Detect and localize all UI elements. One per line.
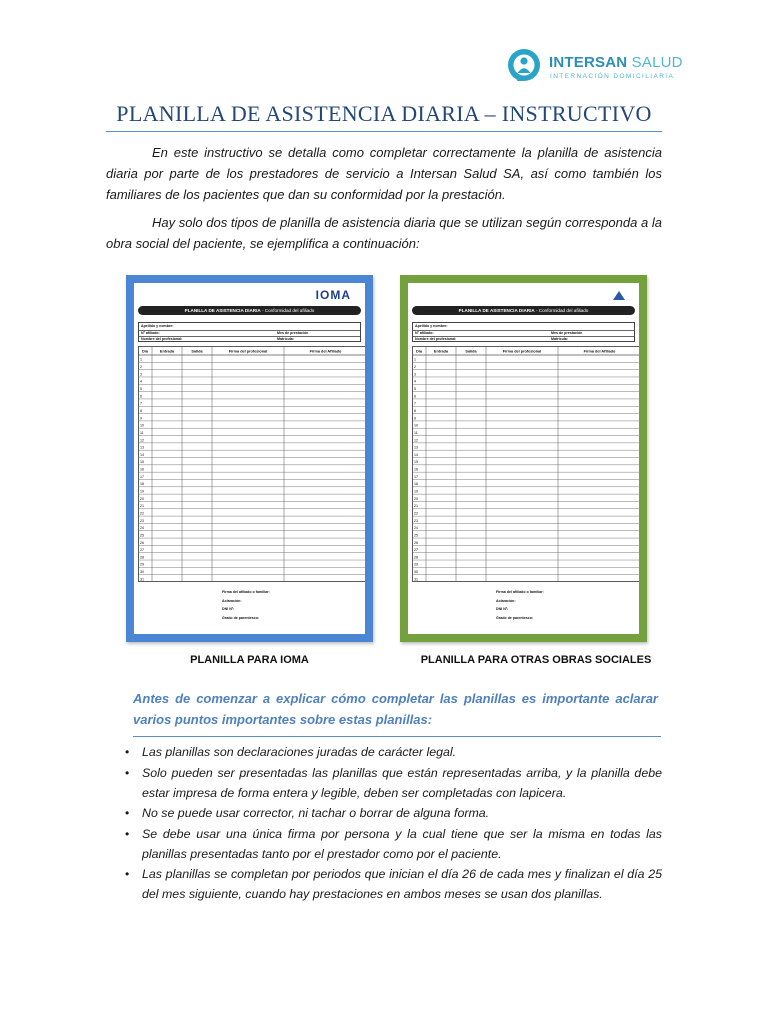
table-day-number: 7 <box>414 401 416 406</box>
ioma-logo: IOMA <box>315 288 351 302</box>
list-item: • No se puede usar corrector, ni tachar o borrar de alguna forma. <box>122 803 662 823</box>
table-day-number: 15 <box>414 460 418 465</box>
field-profesional: Nombre del profesional: <box>415 337 457 341</box>
bullet-icon: • <box>125 806 130 821</box>
table-day-number: 8 <box>414 408 416 413</box>
table-day-number: 30 <box>140 570 144 575</box>
table-column-header: Salida <box>465 349 477 354</box>
table-day-number: 12 <box>414 438 418 443</box>
table-day-number: 20 <box>414 496 418 501</box>
table-day-number: 2 <box>414 365 416 370</box>
logo-name: INTERSAN SALUD <box>549 54 683 71</box>
table-day-number: 23 <box>414 518 418 523</box>
field-profesional: Nombre del profesional: <box>141 337 183 341</box>
table-day-number: 5 <box>414 387 416 392</box>
logo-person-icon <box>507 48 541 82</box>
table-day-number: 24 <box>140 526 144 531</box>
table-column-header: Firma del Afiliado <box>583 349 616 354</box>
title-divider <box>106 131 662 132</box>
list-item: • Se debe usar una única firma por persona y la cual tiene que ser la misma en todas las planillas presentadas tanto por el prestador como por el paciente. <box>122 824 662 864</box>
table-day-number: 7 <box>140 401 142 406</box>
table-day-number: 20 <box>140 496 144 501</box>
table-day-number: 2 <box>140 365 142 370</box>
form-sheet <box>134 283 365 634</box>
table-day-number: 28 <box>414 555 418 560</box>
table-day-number: 29 <box>140 562 144 567</box>
table-column-header: Día <box>142 349 148 354</box>
table-day-number: 24 <box>414 526 418 531</box>
table-day-number: 3 <box>140 372 142 377</box>
field-mes: Mes de prestación <box>551 330 583 335</box>
bullet-icon: • <box>125 867 130 882</box>
otras-form-image <box>400 275 647 642</box>
form-banner: PLANILLA DE ASISTENCIA DIARIA - Conformidad del afiliado <box>138 306 361 315</box>
caption-ioma: PLANILLA PARA IOMA <box>190 654 309 666</box>
table-day-number: 25 <box>414 533 418 538</box>
table-day-number: 12 <box>140 438 144 443</box>
table-day-number: 21 <box>140 504 144 509</box>
table-column-header: Firma del profesional <box>228 349 268 354</box>
form-footer: Firma del afiliado o familiar: Aclaración: DNI Nº: Grado de parentesco: <box>222 590 270 621</box>
table-day-number: 4 <box>414 379 416 384</box>
bullet-icon: • <box>125 826 130 841</box>
table-day-number: 27 <box>140 548 144 553</box>
rules-list <box>122 742 662 905</box>
table-day-number: 31 <box>414 577 418 582</box>
table-day-number: 21 <box>414 504 418 509</box>
attendance-table <box>412 346 639 582</box>
table-day-number: 11 <box>140 430 144 435</box>
table-day-number: 22 <box>414 511 418 516</box>
table-day-number: 16 <box>414 467 418 472</box>
table-day-number: 27 <box>414 548 418 553</box>
list-item: • Las planillas son declaraciones juradas de carácter legal. <box>122 742 662 762</box>
types-paragraph: Hay solo dos tipos de planilla de asistencia diaria que se utilizan según corresponda a la obra social del paciente, se ejemplifica a continuación: <box>106 215 662 251</box>
list-item: • Solo pueden ser presentadas las planillas que están representadas arriba, y la planilla debe estar impresa de forma entera y legible, deben ser completadas con lapicera. <box>122 763 662 803</box>
table-day-number: 30 <box>414 570 418 575</box>
table-day-number: 13 <box>140 445 144 450</box>
table-day-number: 14 <box>140 452 144 457</box>
field-afiliado: Nº afiliado: <box>415 330 434 335</box>
table-day-number: 1 <box>414 357 416 362</box>
table-day-number: 17 <box>140 474 144 479</box>
highlight-paragraph: Antes de comenzar a explicar cómo completar las planillas es importante aclarar varios puntos importantes sobre estas planillas: <box>133 691 658 727</box>
table-column-header: Firma del Afiliado <box>309 349 342 354</box>
table-column-header: Entrada <box>433 349 449 354</box>
table-column-header: Día <box>416 349 422 354</box>
ioma-form-image <box>126 275 373 642</box>
form-info-box <box>412 322 635 342</box>
table-day-number: 15 <box>140 460 144 465</box>
table-day-number: 5 <box>140 387 142 392</box>
caption-otras: PLANILLA PARA OTRAS OBRAS SOCIALES <box>420 654 652 666</box>
table-day-number: 18 <box>414 482 418 487</box>
field-matricula: Matrícula: <box>551 337 568 341</box>
table-column-header: Entrada <box>159 349 175 354</box>
form-info-box <box>138 322 361 342</box>
table-day-number: 3 <box>414 372 416 377</box>
field-matricula: Matrícula: <box>277 337 294 341</box>
table-day-number: 10 <box>140 423 144 428</box>
table-day-number: 16 <box>140 467 144 472</box>
form-sheet <box>408 283 639 634</box>
attendance-table <box>138 346 365 582</box>
field-mes: Mes de prestación <box>277 330 309 335</box>
table-day-number: 28 <box>140 555 144 560</box>
table-day-number: 14 <box>414 452 418 457</box>
table-day-number: 22 <box>140 511 144 516</box>
form-footer: Firma del afiliado o familiar: Aclaración: DNI Nº: Grado de parentesco: <box>496 590 544 621</box>
bullet-icon: • <box>125 745 130 759</box>
intro-paragraph: En este instructivo se detalla como completar correctamente la planilla de asistencia diaria por parte de los prestadores de servicio a Intersan Salud SA, así como también los familiares de los pacientes que dan su conformidad por la prestación. <box>106 145 662 202</box>
field-apellido: Apellido y nombre: <box>141 324 174 328</box>
table-day-number: 18 <box>140 482 144 487</box>
table-day-number: 25 <box>140 533 144 538</box>
page-title: PLANILLA DE ASISTENCIA DIARIA – INSTRUCTIVO <box>116 101 652 126</box>
logo-subtitle: INTERNACIÓN DOMICILIARIA <box>550 73 675 80</box>
table-column-header: Salida <box>191 349 203 354</box>
field-afiliado: Nº afiliado: <box>141 330 160 335</box>
table-day-number: 4 <box>140 379 142 384</box>
table-day-number: 19 <box>140 489 144 494</box>
table-day-number: 26 <box>140 540 144 545</box>
table-day-number: 9 <box>414 416 416 421</box>
table-day-number: 26 <box>414 540 418 545</box>
bullet-icon: • <box>125 765 130 780</box>
table-day-number: 8 <box>140 408 142 413</box>
table-day-number: 17 <box>414 474 418 479</box>
table-column-header: Firma del profesional <box>502 349 542 354</box>
table-day-number: 11 <box>414 430 418 435</box>
table-day-number: 31 <box>140 577 144 582</box>
table-day-number: 13 <box>414 445 418 450</box>
table-day-number: 29 <box>414 562 418 567</box>
field-apellido: Apellido y nombre: <box>415 324 448 328</box>
highlight-divider <box>133 736 661 737</box>
table-day-number: 23 <box>140 518 144 523</box>
table-day-number: 1 <box>140 357 142 362</box>
triangle-logo-icon <box>613 291 625 300</box>
intersan-salud-logo <box>507 46 683 86</box>
table-day-number: 6 <box>140 394 142 399</box>
form-banner: PLANILLA DE ASISTENCIA DIARIA - Conformidad del afiliado <box>412 306 635 315</box>
table-day-number: 10 <box>414 423 418 428</box>
table-day-number: 9 <box>140 416 142 421</box>
table-day-number: 19 <box>414 489 418 494</box>
list-item: • Las planillas se completan por periodos que inician el día 26 de cada mes y finalizan el día 25 del mes siguiente, cuando hay prestaciones en ambos meses se usan dos planillas. <box>122 864 662 904</box>
table-day-number: 6 <box>414 394 416 399</box>
